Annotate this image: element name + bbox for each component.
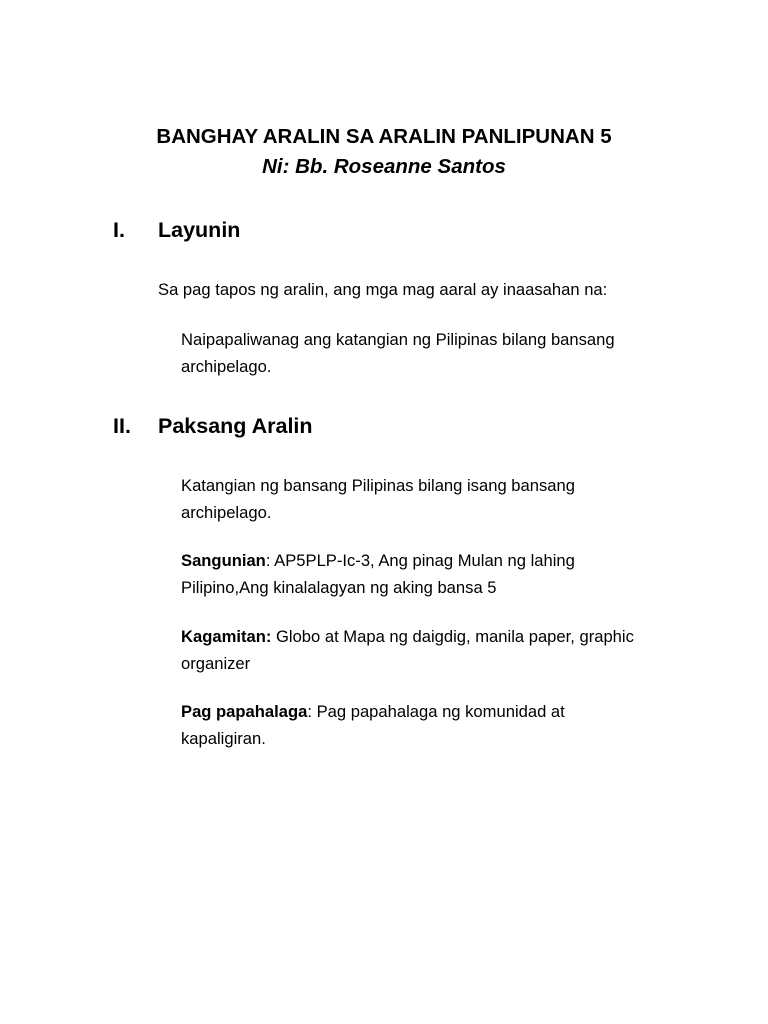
sanggunian-value: AP5PLP-Ic-3, Ang pinag Mulan ng lahing Pilipino,Ang kinalalagyan ng aking bansa 5 xyxy=(181,551,575,597)
document-title: BANGHAY ARALIN SA ARALIN PANLIPUNAN 5 xyxy=(156,125,612,148)
section-number: II. xyxy=(113,414,131,438)
pagpapahalaga-value: Pag papahalaga ng komunidad at kapaligiran. xyxy=(181,702,565,748)
pagpapahalaga-paragraph xyxy=(181,699,621,752)
pagpapahalaga-separator: : xyxy=(307,702,317,721)
sanggunian-paragraph xyxy=(181,548,641,601)
section-number: I. xyxy=(113,218,125,242)
section-title: Paksang Aralin xyxy=(158,414,313,438)
kagamitan-paragraph xyxy=(181,624,701,677)
document-author: Ni: Bb. Roseanne Santos xyxy=(262,155,506,178)
paksa-topic: Katangian ng bansang Pilipinas bilang isang bansang archipelago. xyxy=(181,476,575,522)
kagamitan-value: Globo at Mapa ng daigdig, manila paper, graphic organizer xyxy=(181,627,634,673)
layunin-objective: Naipapaliwanag ang katangian ng Pilipinas bilang bansang archipelago. xyxy=(181,330,615,376)
pagpapahalaga-label: Pag papahalaga xyxy=(181,702,308,721)
sanggunian-label: Sangunian xyxy=(181,551,266,570)
section-title: Layunin xyxy=(158,218,241,242)
layunin-intro: Sa pag tapos ng aralin, ang mga mag aaral ay inaasahan na: xyxy=(158,280,608,299)
kagamitan-label: Kagamitan: xyxy=(181,627,272,646)
sanggunian-separator: : xyxy=(265,551,275,570)
